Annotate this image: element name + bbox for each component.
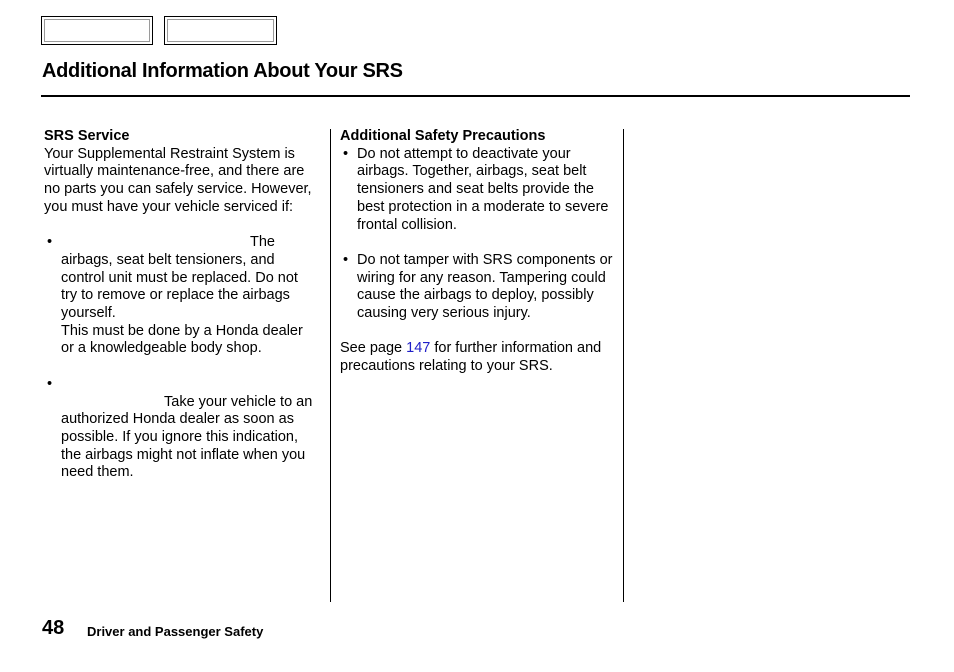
column-srs-service (44, 128, 318, 482)
page-147-link[interactable]: 147 (406, 340, 431, 357)
column-divider-1 (330, 129, 331, 602)
list-item (44, 234, 318, 358)
list-item (44, 376, 318, 482)
section-name: Driver and Passenger Safety (87, 624, 264, 639)
list-item (340, 146, 616, 235)
see-prefix: See page (340, 340, 403, 357)
see-page-note (340, 340, 616, 375)
bullet-icon: • (47, 234, 53, 251)
nav-next-button[interactable] (164, 16, 277, 45)
column-divider-2 (623, 129, 624, 602)
bullet-icon: • (343, 251, 349, 268)
list-item (340, 252, 616, 323)
column-safety-precautions (340, 128, 616, 376)
bullet-text: Do not attempt to deactivate your airbags. Together, airbags, seat belt tensioners and seat belts provide the best protection in a moderate to severe frontal collision. (357, 145, 609, 233)
nav-previous-button[interactable] (41, 16, 153, 45)
title-divider (41, 95, 910, 97)
page-title: Additional Information About Your SRS (42, 60, 403, 82)
srs-service-intro: Your Supplemental Restraint System is virtually maintenance-free, and there are no parts you can safely service. However, you must have your vehicle serviced if: (44, 145, 312, 215)
bullet-text: This must be done by a Honda dealer or a knowledgeable body shop. (61, 322, 303, 357)
bullet-text: Take your vehicle to an authorized Honda dealer as soon as possible. If you ignore this indication, the airbags might not inflate when you need them. (61, 393, 313, 481)
safety-precautions-heading: Additional Safety Precautions (340, 128, 546, 144)
bullet-text: Do not tamper with SRS components or wiring for any reason. Tampering could cause the airbags to deploy, possibly causing very serious injury. (357, 251, 613, 322)
bullet-icon: • (343, 145, 349, 162)
bullet-text: The airbags, seat belt tensioners, and control unit must be replaced. Do not try to remove or replace the airbags yourself. (61, 234, 298, 322)
srs-service-heading: SRS Service (44, 128, 130, 144)
page-number: 48 (42, 617, 65, 639)
see-suffix: for further information and precautions relating to your SRS. (340, 340, 602, 375)
bullet-icon: • (47, 375, 53, 392)
